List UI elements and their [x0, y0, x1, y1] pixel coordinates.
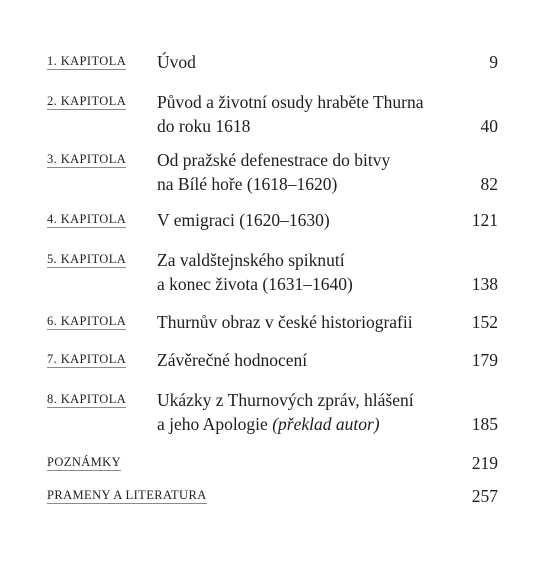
- toc-entry-1[interactable]: [0, 50, 540, 80]
- chapter-title-line-2: do roku 1618: [157, 116, 251, 136]
- chapter-label: 7. KAPITOLA: [47, 352, 127, 366]
- chapter-title-line-2-text: a jeho Apologie: [157, 414, 273, 434]
- page-number: 40: [480, 116, 498, 136]
- chapter-label: 5. KAPITOLA: [47, 252, 127, 266]
- chapter-label: 1. KAPITOLA: [47, 54, 127, 68]
- page-number: 179: [471, 350, 498, 370]
- chapter-label: 6. KAPITOLA: [47, 314, 127, 328]
- toc-entry-7[interactable]: [0, 348, 540, 378]
- section-label: POZNÁMKY: [47, 455, 122, 469]
- chapter-title-line-2: na Bílé hoře (1618–1620): [157, 174, 338, 194]
- page-number: 257: [471, 486, 498, 506]
- chapter-title-line-1: Od pražské defenestrace do bitvy: [157, 150, 391, 170]
- chapter-title-line-1: Ukázky z Thurnových zpráv, hlášení: [157, 390, 414, 410]
- page-number: 82: [480, 174, 498, 194]
- chapter-title: V emigraci (1620–1630): [157, 210, 330, 230]
- chapter-label: 3. KAPITOLA: [47, 152, 127, 166]
- chapter-title-line-2: a konec života (1631–1640): [157, 274, 353, 294]
- chapter-title-italic: (překlad autor): [272, 414, 380, 434]
- toc-entry-2[interactable]: [0, 90, 540, 140]
- page-number: 219: [471, 453, 498, 473]
- toc-entry-4[interactable]: [0, 208, 540, 238]
- chapter-title-line-2: [157, 412, 380, 437]
- toc-entry-5[interactable]: [0, 248, 540, 298]
- chapter-title-line-1: Původ a životní osudy hraběte Thurna: [157, 92, 424, 112]
- chapter-title: Thurnův obraz v české historiografii: [157, 312, 413, 332]
- page-number: 121: [471, 210, 498, 230]
- toc-entry-notes[interactable]: [0, 451, 540, 481]
- toc-entry-sources[interactable]: [0, 484, 540, 514]
- toc-entry-3[interactable]: [0, 148, 540, 198]
- chapter-label: 2. KAPITOLA: [47, 94, 127, 108]
- section-label: PRAMENY A LITERATURA: [47, 488, 207, 502]
- chapter-label: 4. KAPITOLA: [47, 212, 127, 226]
- chapter-label: 8. KAPITOLA: [47, 392, 127, 406]
- chapter-title-line-1: Za valdštejnského spiknutí: [157, 250, 345, 270]
- toc-entry-8[interactable]: [0, 388, 540, 438]
- toc-entry-6[interactable]: [0, 310, 540, 340]
- chapter-title: Závěrečné hodnocení: [157, 350, 308, 370]
- page-number: 9: [489, 52, 498, 72]
- page-number: 152: [471, 312, 498, 332]
- page-number: 138: [471, 274, 498, 294]
- page-number: 185: [471, 414, 498, 434]
- chapter-title: Úvod: [157, 52, 196, 72]
